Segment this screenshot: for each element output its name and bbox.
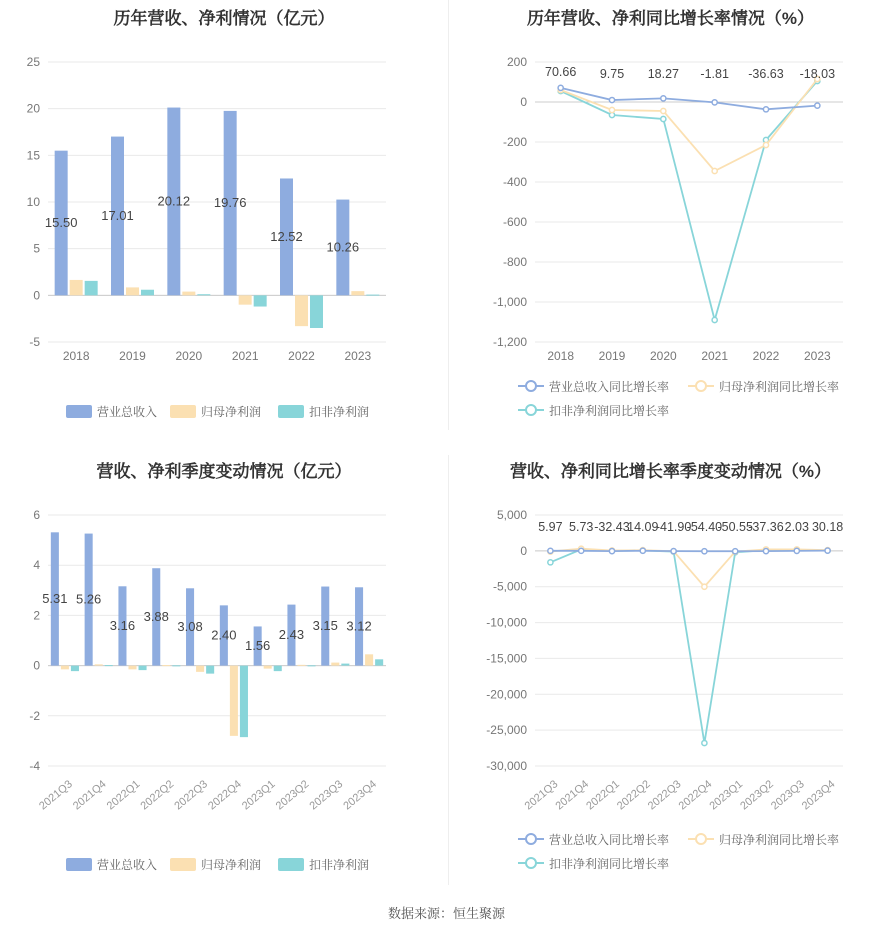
y-tick-label: -30,000: [486, 759, 527, 773]
x-tick-label: 2023Q4: [799, 778, 838, 813]
data-point: [661, 108, 666, 113]
quarterly-amount-chart: [0, 455, 448, 885]
legend-label: 归母净利润同比增长率: [719, 833, 840, 847]
bar: [240, 666, 248, 738]
data-label: 5.26: [75, 591, 102, 607]
data-point: [609, 548, 614, 553]
bar: [274, 666, 282, 672]
y-tick-label: -400: [502, 175, 527, 189]
y-tick-label: 0: [33, 658, 40, 673]
y-tick-label: -1,000: [492, 295, 527, 309]
bar: [264, 666, 272, 669]
y-tick-label: 10: [26, 195, 40, 209]
legend-label: 归母净利润: [201, 405, 262, 419]
bar: [182, 292, 195, 296]
legend-marker: [526, 405, 536, 415]
legend-item: [518, 832, 669, 847]
data-label: 3.15: [312, 618, 338, 634]
data-label: 3.88: [143, 608, 169, 624]
data-point: [763, 142, 768, 147]
x-tick-label: 2022: [288, 349, 315, 363]
bar: [308, 665, 316, 666]
y-tick-label: 2: [33, 608, 40, 623]
quarterly-growth-chart: [448, 455, 893, 885]
x-tick-label: 2022Q4: [206, 778, 244, 813]
legend-item: [66, 404, 157, 419]
x-tick-label: 2023Q2: [273, 778, 312, 813]
y-tick-label: 0: [33, 288, 40, 303]
data-label: 30.18: [811, 520, 844, 534]
y-tick-label: 15: [26, 148, 40, 163]
bar: [105, 665, 113, 666]
bar: [206, 666, 214, 674]
y-tick-label: -25,000: [486, 723, 527, 738]
data-point: [825, 548, 830, 553]
data-label: -1.81: [700, 67, 729, 81]
x-tick-label: 2022Q4: [676, 778, 715, 813]
x-tick-label: 2023Q3: [307, 778, 346, 813]
legend-label: 营业总收入同比增长率: [549, 380, 670, 394]
bar: [331, 663, 339, 666]
data-label: -36.63: [748, 67, 784, 81]
y-tick-label: 0: [520, 543, 527, 558]
y-tick-label: 0: [520, 95, 527, 109]
data-label: 17.01: [101, 207, 134, 223]
legend-marker: [526, 381, 536, 391]
chart-panel-quarterly-growth: [448, 455, 893, 885]
data-label: 12.52: [270, 228, 303, 244]
data-label: 2.43: [278, 627, 305, 643]
legend-label: 扣非净利润同比增长率: [549, 404, 670, 418]
bar: [70, 280, 83, 295]
x-tick-label: 2022Q3: [172, 778, 211, 813]
bar: [128, 666, 136, 670]
y-tick-label: 4: [33, 558, 40, 573]
bar: [351, 291, 364, 295]
y-tick-label: 25: [26, 55, 40, 69]
bar: [239, 295, 252, 304]
chart-title: 营收、净利同比增长率季度变动情况（%）: [509, 462, 832, 481]
data-label: 5.97: [538, 520, 563, 534]
y-tick-label: -15,000: [486, 651, 527, 666]
bar: [61, 666, 69, 670]
legend-swatch: [66, 858, 92, 871]
data-point: [609, 107, 614, 112]
x-tick-label: 2022Q1: [104, 778, 143, 813]
legend-item: [688, 379, 839, 394]
bar: [95, 664, 103, 665]
x-tick-label: 2021: [701, 349, 729, 363]
x-tick-label: 2023Q1: [707, 778, 746, 813]
x-tick-label: 2022Q2: [138, 778, 177, 813]
bar: [310, 295, 323, 328]
data-label: -50.55: [717, 520, 753, 534]
bar: [197, 294, 210, 295]
data-point: [558, 85, 563, 90]
x-tick-label: 2018: [547, 349, 575, 363]
legend-label: 营业总收入: [97, 858, 158, 872]
data-label: 10.26: [326, 239, 360, 255]
series-line: [561, 88, 818, 109]
chart-panel-annual-growth: [448, 0, 893, 430]
data-point: [794, 548, 799, 553]
data-label: 9.75: [599, 67, 625, 81]
data-point: [712, 168, 717, 173]
y-tick-label: -200: [502, 135, 527, 149]
data-label: 2.40: [211, 627, 237, 643]
data-label: -54.40: [686, 520, 723, 534]
legend-label: 归母净利润: [201, 858, 262, 872]
bar: [172, 665, 180, 666]
data-label: 70.66: [545, 64, 577, 79]
x-tick-label: 2020: [649, 349, 677, 363]
data-point: [640, 548, 645, 553]
x-tick-label: 2023Q3: [769, 778, 807, 813]
y-tick-label: -4: [29, 759, 40, 773]
legend-label: 扣非净利润: [309, 858, 370, 872]
y-tick-label: 20: [26, 101, 40, 116]
data-label: 19.76: [213, 195, 247, 211]
data-label: 15.50: [44, 215, 78, 230]
x-tick-label: 2021Q3: [522, 778, 561, 813]
data-point: [712, 100, 717, 105]
data-point: [702, 549, 707, 554]
legend-marker: [696, 834, 706, 844]
data-label: -32.43: [594, 520, 630, 534]
legend-item: [518, 856, 669, 871]
data-label: -41.90: [655, 520, 692, 534]
data-point: [661, 116, 666, 121]
bar: [295, 295, 308, 326]
data-point: [712, 317, 717, 322]
chart-title: 营收、净利季度变动情况（亿元）: [96, 462, 352, 481]
annual-growth-chart: [448, 0, 893, 430]
legend-marker: [696, 381, 706, 391]
series-line: [550, 551, 827, 552]
y-tick-label: 200: [506, 55, 527, 69]
bar: [230, 666, 238, 736]
data-label: 5.73: [569, 520, 594, 534]
legend-label: 营业总收入同比增长率: [549, 833, 670, 847]
legend-item: [170, 404, 261, 419]
x-tick-label: 2022Q2: [615, 778, 653, 813]
y-tick-label: -800: [502, 255, 527, 269]
y-tick-label: -2: [29, 708, 40, 723]
x-tick-label: 2021: [231, 349, 259, 363]
x-tick-label: 2022: [752, 349, 780, 363]
legend-item: [688, 832, 839, 847]
legend-swatch: [170, 405, 196, 418]
bar: [375, 659, 383, 665]
x-tick-label: 2023Q4: [341, 778, 380, 813]
x-tick-label: 2023: [803, 349, 831, 363]
x-tick-label: 2020: [175, 349, 203, 363]
bar: [139, 666, 147, 671]
data-label: 3.08: [177, 618, 203, 634]
legend-item: [518, 403, 669, 418]
legend-item: [278, 857, 369, 872]
data-label: 20.12: [157, 193, 191, 209]
x-tick-label: 2023: [344, 349, 372, 363]
bar: [126, 287, 139, 295]
legend-label: 扣非净利润: [309, 405, 370, 419]
data-label: 1.56: [244, 638, 271, 654]
data-source-note: 数据来源：恒生聚源: [387, 906, 505, 921]
legend-item: [278, 404, 369, 419]
legend-item: [66, 857, 157, 872]
bar: [141, 290, 154, 296]
data-label: -37.36: [748, 520, 784, 534]
y-tick-label: -5: [29, 335, 40, 349]
bar: [71, 666, 79, 672]
bar: [365, 654, 373, 665]
x-tick-label: 2019: [598, 349, 626, 363]
y-tick-label: 6: [33, 508, 40, 522]
data-label: 18.27: [647, 67, 679, 81]
data-point: [548, 548, 553, 553]
legend-swatch: [170, 858, 196, 871]
x-tick-label: 2023Q2: [738, 778, 776, 813]
data-point: [579, 548, 584, 553]
series-line: [550, 549, 827, 587]
x-tick-label: 2021Q3: [37, 778, 75, 813]
x-tick-label: 2023Q1: [239, 778, 278, 813]
series-line: [550, 549, 827, 743]
legend-label: 扣非净利润同比增长率: [549, 857, 670, 871]
legend-marker: [526, 834, 536, 844]
data-label: 5.31: [42, 590, 68, 606]
x-tick-label: 2022Q3: [645, 778, 684, 813]
bar: [366, 295, 379, 296]
y-tick-label: 5: [33, 241, 40, 256]
x-tick-label: 2021Q4: [70, 778, 109, 813]
data-point: [815, 103, 820, 108]
data-point: [702, 740, 707, 745]
data-point: [609, 97, 614, 102]
y-tick-label: -20,000: [486, 687, 527, 702]
legend-item: [170, 857, 261, 872]
x-tick-label: 2021Q4: [553, 778, 592, 813]
legend-item: [518, 379, 669, 394]
legend-label: 归母净利润同比增长率: [719, 380, 840, 394]
y-tick-label: -600: [502, 215, 527, 229]
bar: [162, 665, 170, 666]
y-tick-label: -1,200: [492, 335, 527, 349]
bar: [254, 295, 267, 306]
x-tick-label: 2019: [119, 349, 146, 363]
bar: [297, 665, 305, 666]
legend-swatch: [66, 405, 92, 418]
data-point: [661, 96, 666, 101]
legend-swatch: [278, 858, 304, 871]
chart-title: 历年营收、净利同比增长率情况（%）: [526, 9, 815, 28]
x-tick-label: 2022Q1: [584, 778, 622, 813]
y-tick-label: -5,000: [492, 579, 527, 594]
legend-swatch: [278, 405, 304, 418]
x-tick-label: 2018: [62, 349, 90, 363]
data-label: 3.12: [346, 618, 372, 634]
chart-title: 历年营收、净利情况（亿元）: [113, 9, 335, 28]
annual-amount-chart: [0, 0, 448, 430]
data-point: [548, 560, 553, 565]
data-point: [733, 549, 738, 554]
y-tick-label: -10,000: [486, 615, 527, 630]
chart-panel-quarterly-amount: [0, 455, 448, 885]
legend-label: 营业总收入: [97, 405, 158, 419]
legend-marker: [526, 858, 536, 868]
data-label: 2.03: [784, 520, 809, 534]
data-point: [702, 584, 707, 589]
data-point: [763, 549, 768, 554]
bar: [196, 666, 204, 672]
data-label: -18.03: [799, 67, 836, 81]
data-label: 3.16: [109, 617, 136, 633]
data-point: [763, 107, 768, 112]
chart-panel-annual-amount: [0, 0, 448, 430]
bar: [85, 281, 98, 295]
data-label: 14.09: [627, 520, 659, 534]
y-tick-label: 5,000: [496, 508, 527, 522]
bar: [341, 664, 349, 666]
data-point: [671, 549, 676, 554]
series-line: [561, 81, 818, 320]
